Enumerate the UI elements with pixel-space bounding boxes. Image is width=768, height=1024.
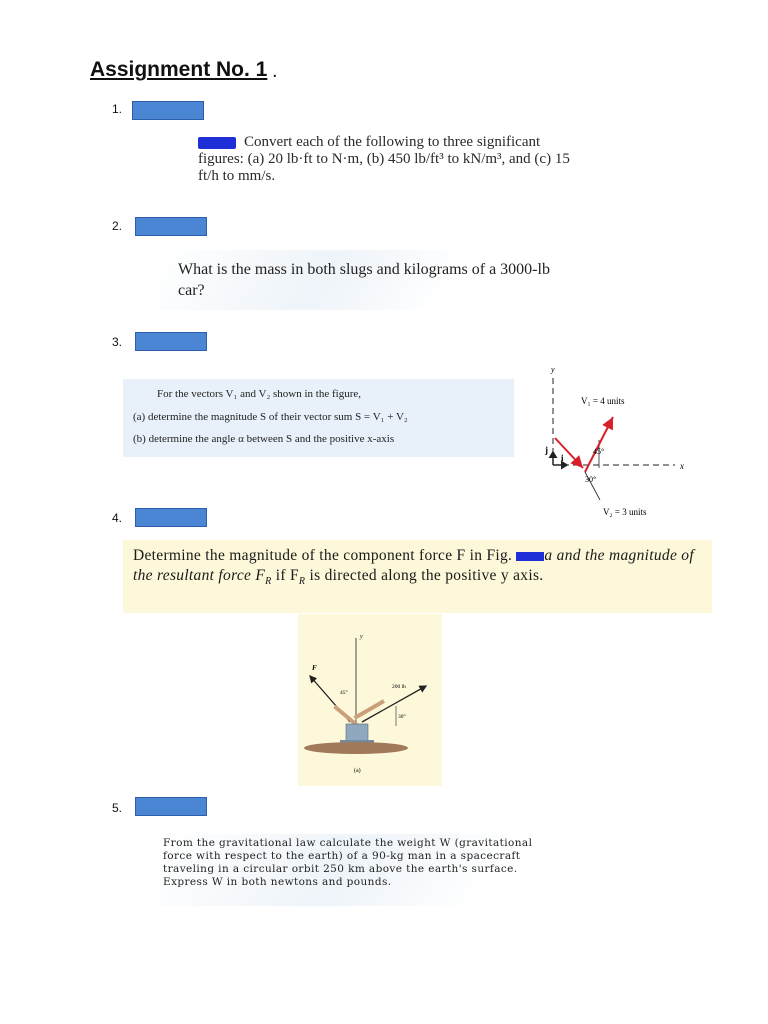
force-200lb-arrow xyxy=(362,686,426,722)
page-title: Assignment No. 1 xyxy=(90,58,268,81)
question-2-number: 2. xyxy=(112,219,123,233)
q4-ground xyxy=(304,742,408,754)
question-1-redaction xyxy=(132,101,204,120)
question-2-text: What is the mass in both slugs and kilograms of a 3000-lb car? xyxy=(178,261,550,299)
question-4-text xyxy=(133,546,703,592)
q4-caption: (a) xyxy=(354,768,361,774)
question-2-redaction xyxy=(135,217,207,236)
q4-angle-30: 30° xyxy=(398,714,406,720)
y-label: y xyxy=(551,365,555,374)
x-label: x xyxy=(680,461,684,471)
question-3-intro: For the vectors V₁ and V₂ shown in the figure, xyxy=(157,388,362,400)
i-label: i xyxy=(561,453,564,463)
angle-45-label: 45° xyxy=(593,447,605,456)
v2-label: V₂ = 3 units xyxy=(603,507,647,517)
question-4-number: 4. xyxy=(112,511,123,525)
q4-f-label: F xyxy=(312,664,317,672)
question-3-redaction xyxy=(135,332,207,351)
q4-inline-redaction xyxy=(516,552,544,561)
question-5-text: From the gravitational law calculate the weight W (gravitational force with respect to the earth) of a 90-kg man in a spacecraft traveling in a circular orbit 250 km above the earth's surface. Express W in both newtons and pounds. xyxy=(163,837,533,888)
question-4-redaction xyxy=(135,508,207,527)
question-5-number: 5. xyxy=(112,801,123,815)
q4-text-end: is directed along the positive y axis. xyxy=(305,567,544,584)
question-1-number: 1. xyxy=(112,102,123,116)
q4-text-mid: if F xyxy=(271,567,299,584)
v1-label: V₁ = 4 units xyxy=(581,396,625,406)
v2-vector xyxy=(555,438,583,468)
question-5-redaction xyxy=(135,797,207,816)
question-3-part-a: (a) determine the magnitude S of their vector sum S = V₁ + V₂ xyxy=(133,411,408,423)
question-1-text: Convert each of the following to three significant figures: (a) 20 lb·ft to N·m, (b) 450 lb/ft³ to kN/m³, and (c) 15 ft/h to mm/s. xyxy=(198,134,570,184)
q4-y-label: y xyxy=(360,634,363,640)
title-suffix: . xyxy=(272,60,278,82)
q4-rope-right xyxy=(354,699,385,719)
angle-30-label: 30° xyxy=(585,475,597,484)
q4-text-before: Determine the magnitude of the component force F in Fig. xyxy=(133,547,517,564)
question-3-part-b: (b) determine the angle α between S and the positive x-axis xyxy=(133,433,395,445)
q4-force-label: 200 lb xyxy=(392,684,406,690)
j-label: j xyxy=(545,445,548,455)
q4-text-after: a and the magnitude of the resultant force F xyxy=(133,547,694,584)
q4-angle-45: 45° xyxy=(340,690,348,696)
q4-sub-r2: R xyxy=(298,576,306,588)
question-3-vector-figure xyxy=(525,360,695,520)
q4-sub-r1: R xyxy=(265,576,272,588)
question-3-number: 3. xyxy=(112,335,123,349)
question-3-box xyxy=(123,379,514,457)
question-4-force-figure xyxy=(298,614,442,786)
